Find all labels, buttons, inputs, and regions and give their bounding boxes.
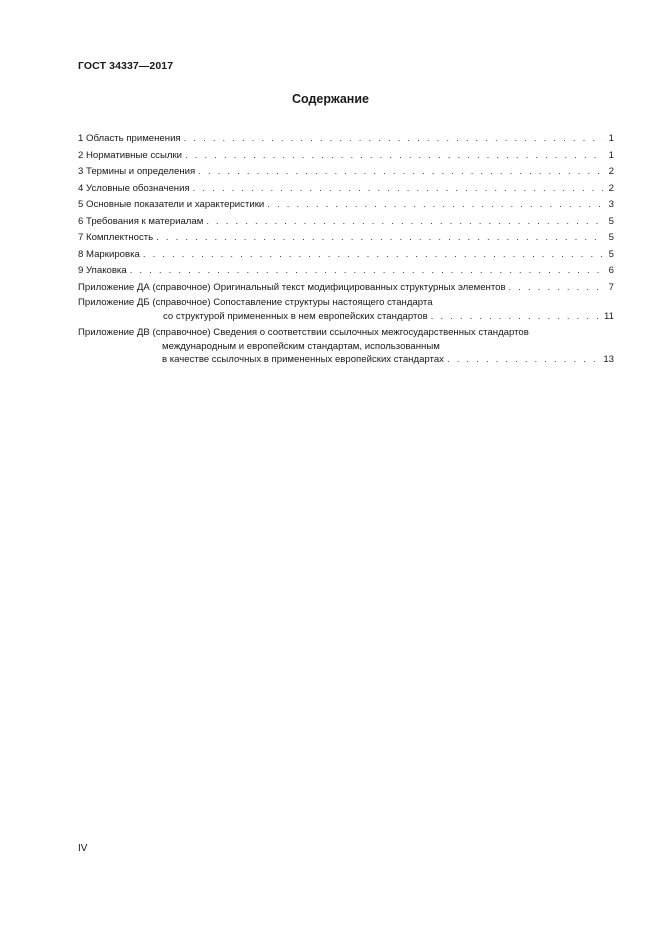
dot-leader bbox=[198, 164, 603, 181]
toc-page-number: 5 bbox=[608, 215, 614, 227]
dot-leader bbox=[193, 181, 603, 198]
toc-entry-text: международным и европейским стандартам, использованным bbox=[162, 341, 440, 352]
toc-entry-line bbox=[78, 353, 614, 366]
toc-entry-characteristics[interactable] bbox=[78, 197, 614, 214]
toc-entry-text: 9 Упаковка bbox=[78, 265, 127, 276]
toc-page-number: 11 bbox=[604, 311, 614, 322]
toc-entry-appendix-dv[interactable] bbox=[78, 326, 614, 366]
dot-leader bbox=[509, 280, 603, 297]
toc-entry-text: со структурой примененных в нем европейских стандартов bbox=[163, 311, 428, 322]
toc-entry-symbols[interactable] bbox=[78, 181, 614, 198]
toc-entry-packaging[interactable] bbox=[78, 263, 614, 280]
toc-entry-text: 6 Требования к материалам bbox=[78, 215, 204, 227]
toc-entry-text: 8 Маркировка bbox=[78, 248, 140, 260]
dot-leader bbox=[267, 197, 603, 214]
toc-entry-text: 5 Основные показатели и характеристики bbox=[78, 199, 265, 210]
toc-page-number: 2 bbox=[608, 182, 614, 194]
toc-entry-text: в качестве ссылочных в примененных европейских стандартах bbox=[162, 354, 444, 365]
page-number-roman: IV bbox=[78, 843, 88, 854]
toc-entry-text: 7 Комплектность bbox=[78, 232, 154, 243]
toc-page-number: 13 bbox=[603, 354, 614, 365]
dot-leader bbox=[447, 353, 600, 366]
toc-entry-text: 1 Область применения bbox=[78, 133, 181, 144]
dot-leader bbox=[130, 263, 603, 280]
toc-entry-line bbox=[78, 296, 614, 310]
toc-entry-scope[interactable] bbox=[78, 131, 614, 148]
toc-page-number: 5 bbox=[608, 232, 614, 243]
dot-leader bbox=[431, 310, 601, 323]
dot-leader bbox=[156, 230, 603, 247]
toc-entry-completeness[interactable] bbox=[78, 230, 614, 247]
dot-leader bbox=[185, 148, 603, 165]
toc-title: Содержание bbox=[291, 92, 369, 106]
toc-page-number: 6 bbox=[608, 265, 614, 276]
toc-page-number: 7 bbox=[608, 281, 614, 293]
toc-entry-text: 4 Условные обозначения bbox=[78, 182, 190, 194]
toc-entry-normative-references[interactable] bbox=[78, 148, 614, 165]
toc-page-number: 1 bbox=[608, 133, 614, 144]
toc-entry-text: 3 Термины и определения bbox=[78, 166, 196, 177]
toc-entry-terms[interactable] bbox=[78, 164, 614, 181]
toc-entry-line bbox=[78, 340, 614, 353]
toc-page-number: 2 bbox=[608, 166, 614, 177]
toc-entry-appendix-db[interactable] bbox=[78, 296, 614, 323]
table-of-contents bbox=[78, 131, 614, 366]
toc-entry-text: Приложение ДА (справочное) Оригинальный текст модифицированных структурных элементов bbox=[78, 281, 506, 293]
toc-entry-appendix-da[interactable] bbox=[78, 280, 614, 297]
dot-leader bbox=[206, 214, 603, 231]
toc-page-number: 1 bbox=[608, 149, 614, 161]
toc-entry-materials[interactable] bbox=[78, 214, 614, 231]
dot-leader bbox=[184, 131, 603, 148]
toc-entry-text: 2 Нормативные ссылки bbox=[78, 149, 183, 161]
document-header-code: ГОСТ 34337—2017 bbox=[78, 60, 174, 72]
toc-page-number: 5 bbox=[608, 248, 614, 260]
toc-entry-text: Приложение ДВ (справочное) Сведения о соответствии ссылочных межгосударственных стандартов bbox=[78, 327, 529, 338]
toc-entry-marking[interactable] bbox=[78, 247, 614, 264]
toc-entry-line bbox=[78, 310, 614, 323]
toc-entry-line bbox=[78, 326, 614, 340]
toc-page-number: 3 bbox=[608, 199, 614, 210]
toc-entry-text: Приложение ДБ (справочное) Сопоставление структуры настоящего стандарта bbox=[78, 297, 433, 308]
dot-leader bbox=[143, 247, 603, 264]
